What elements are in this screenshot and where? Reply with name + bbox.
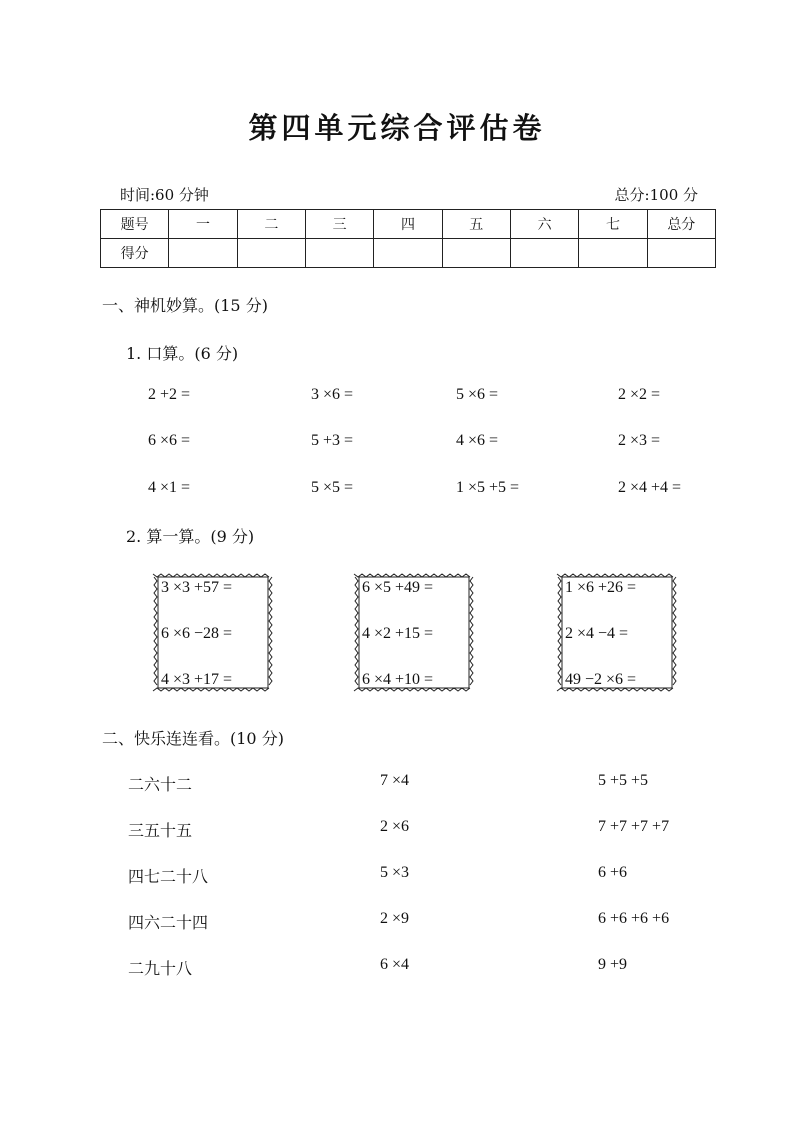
oral-equation: 2 ×2 = <box>618 386 661 403</box>
connect-left-item[interactable]: 四六二十四 <box>128 915 209 932</box>
oral-equation: 2 +2 = <box>148 386 191 403</box>
calc-equation: 6 ×6 −28 = <box>161 625 233 642</box>
connect-middle-item[interactable]: 2 ×6 <box>380 818 410 835</box>
score-input-cell[interactable] <box>374 239 442 268</box>
calc-equation: 4 ×3 +17 = <box>161 671 233 688</box>
score-input-cell[interactable] <box>579 239 647 268</box>
calc-box <box>151 571 275 694</box>
oral-equation: 6 ×6 = <box>148 432 191 449</box>
connect-right-item[interactable]: 6 +6 <box>598 864 628 881</box>
score-header-cell: 总分 <box>647 210 715 239</box>
connect-left-item[interactable]: 三五十五 <box>128 823 193 840</box>
score-header-cell: 一 <box>169 210 237 239</box>
calc-equation: 1 ×6 +26 = <box>565 579 637 596</box>
score-header-cell: 题号 <box>101 210 169 239</box>
score-header-cell: 六 <box>510 210 578 239</box>
oral-equation: 1 ×5 +5 = <box>456 479 520 496</box>
score-header-cell: 四 <box>374 210 442 239</box>
connect-middle-item[interactable]: 6 ×4 <box>380 956 410 973</box>
connect-middle-item[interactable]: 5 ×3 <box>380 864 410 881</box>
connect-right-item[interactable]: 7 +7 +7 +7 <box>598 818 670 835</box>
connect-middle-item[interactable]: 7 ×4 <box>380 772 410 789</box>
calc-equation: 49 −2 ×6 = <box>565 671 637 688</box>
calc-box <box>352 571 476 694</box>
oral-equation: 4 ×1 = <box>148 479 191 496</box>
time-limit: 时间:60 分钟 <box>120 186 209 204</box>
part1-title: 1. 口算。(6 分) <box>126 344 239 363</box>
calc-equation: 6 ×4 +10 = <box>362 671 434 688</box>
oral-equation: 4 ×6 = <box>456 432 499 449</box>
score-table <box>100 209 716 268</box>
connect-right-item[interactable]: 5 +5 +5 <box>598 772 649 789</box>
score-input-cell[interactable] <box>169 239 237 268</box>
score-table-header-row <box>101 210 716 239</box>
oral-equation: 5 +3 = <box>311 432 354 449</box>
score-row-label: 得分 <box>101 239 169 268</box>
calc-equation: 2 ×4 −4 = <box>565 625 629 642</box>
score-input-cell[interactable] <box>305 239 373 268</box>
oral-equation: 2 ×4 +4 = <box>618 479 682 496</box>
score-header-cell: 三 <box>305 210 373 239</box>
calc-equation: 6 ×5 +49 = <box>362 579 434 596</box>
calc-equation: 4 ×2 +15 = <box>362 625 434 642</box>
score-header-cell: 二 <box>237 210 305 239</box>
connect-right-item[interactable]: 6 +6 +6 +6 <box>598 910 670 927</box>
part2-title: 2. 算一算。(9 分) <box>126 527 255 546</box>
connect-left-item[interactable]: 四七二十八 <box>128 869 209 886</box>
connect-left-item[interactable]: 二九十八 <box>128 961 193 978</box>
oral-equation: 5 ×6 = <box>456 386 499 403</box>
oral-equation: 3 ×6 = <box>311 386 354 403</box>
score-input-cell[interactable] <box>442 239 510 268</box>
section1-title: 一、神机妙算。(15 分) <box>102 296 268 315</box>
score-input-cell[interactable] <box>510 239 578 268</box>
connect-middle-item[interactable]: 2 ×9 <box>380 910 410 927</box>
score-header-cell: 七 <box>579 210 647 239</box>
page-title: 第四单元综合评估卷 <box>248 111 546 145</box>
calc-box <box>555 571 679 694</box>
connect-left-item[interactable]: 二六十二 <box>128 777 193 794</box>
oral-equation: 2 ×3 = <box>618 432 661 449</box>
calc-equation: 3 ×3 +57 = <box>161 579 233 596</box>
score-input-cell[interactable] <box>237 239 305 268</box>
oral-equation: 5 ×5 = <box>311 479 354 496</box>
score-table-score-row <box>101 239 716 268</box>
section2-title: 二、快乐连连看。(10 分) <box>102 729 284 748</box>
score-input-cell[interactable] <box>647 239 715 268</box>
score-header-cell: 五 <box>442 210 510 239</box>
connect-right-item[interactable]: 9 +9 <box>598 956 628 973</box>
total-score: 总分:100 分 <box>614 186 698 204</box>
